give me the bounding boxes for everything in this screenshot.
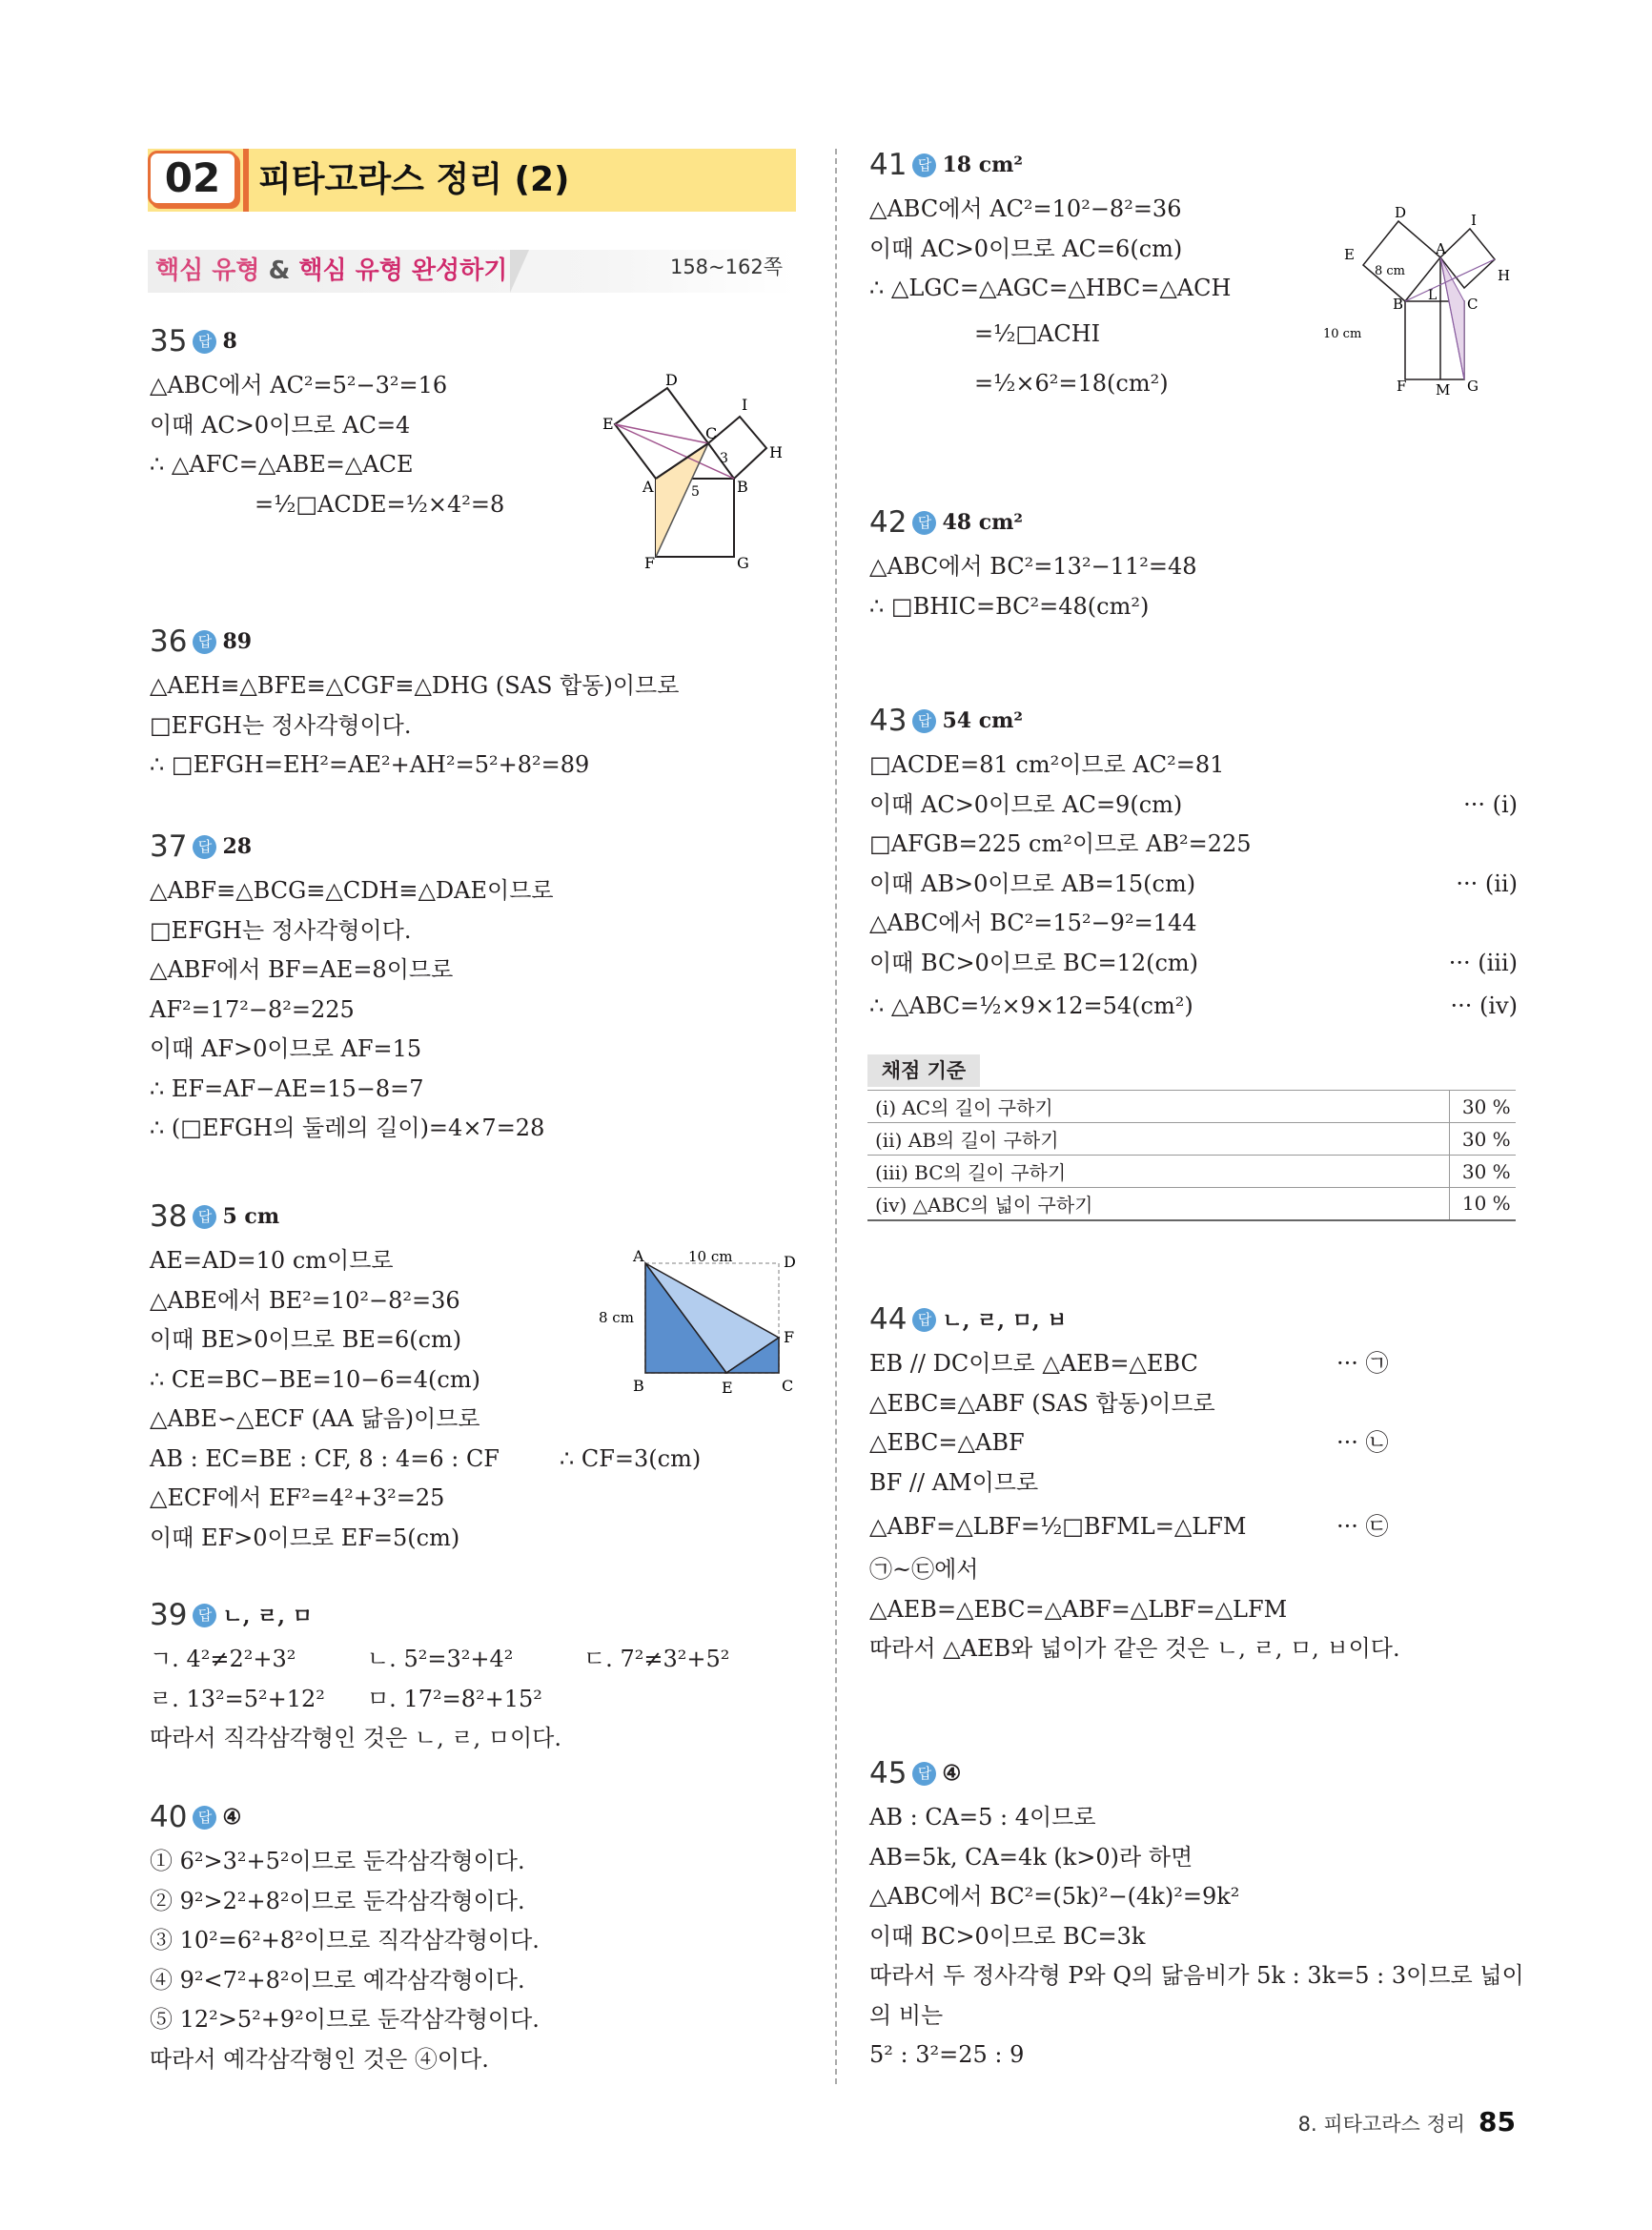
line: △ABF에서 BF=AE=8이므로 [150, 956, 454, 983]
label-e: E [1344, 246, 1355, 263]
answer-icon: 답 [912, 1762, 936, 1786]
sub-header [148, 250, 796, 293]
label-8cm: 8 cm [599, 1309, 634, 1326]
question-36 [150, 624, 817, 786]
label-b: B [633, 1377, 644, 1395]
label-c: C [705, 424, 718, 442]
label-e: E [722, 1379, 733, 1397]
line: △ABC에서 BC²=(5k)²−(4k)²=9k² [869, 1883, 1240, 1910]
percent: 30 % [1449, 1091, 1516, 1123]
line: □EFGH는 정사각형이다. [150, 916, 412, 944]
question-40 [150, 1800, 817, 2079]
line: △ECF에서 EF²=4²+3²=25 [150, 1484, 445, 1511]
line: ∴ CE=BC−BE=10−6=4(cm) [150, 1365, 480, 1393]
label-b: B [737, 478, 748, 496]
answer: 48 cm² [942, 510, 1024, 535]
question-number: 38 [150, 1199, 188, 1234]
label-a: A [1436, 240, 1446, 257]
line: =½□ACHI [974, 319, 1101, 347]
line: 이때 EF>0이므로 EF=5(cm) [150, 1524, 460, 1551]
line: 따라서 예각삼각형인 것은 ④이다. [150, 2045, 489, 2073]
label-f: F [784, 1328, 795, 1346]
figure-41 [1320, 200, 1525, 400]
line: ② 9²>2²+8²이므로 둔각삼각형이다. [150, 1887, 525, 1914]
line: △ABC에서 BC²=13²−11²=48 [869, 553, 1197, 580]
answer-icon: 답 [193, 630, 216, 654]
line: ∴ □BHIC=BC²=48(cm²) [869, 592, 1150, 620]
label-m: M [1436, 381, 1451, 399]
line: △AEB=△EBC=△ABF=△LBF=△LFM [869, 1595, 1288, 1623]
answer-icon: 답 [193, 835, 216, 859]
line: ⑤ 12²>5²+9²이므로 둔각삼각형이다. [150, 2006, 540, 2033]
line: △ABE에서 BE²=10²−8²=36 [150, 1286, 460, 1314]
step-mark: ··· (ⅱ) [1456, 869, 1518, 897]
answer: 28 [222, 834, 253, 859]
step-mark: ··· ㉡ [1336, 1429, 1389, 1456]
answer: 89 [222, 629, 253, 654]
answer-icon: 답 [912, 511, 936, 535]
answer-icon: 답 [912, 1308, 936, 1332]
line: 따라서 △AEB와 넓이가 같은 것은 ㄴ, ㄹ, ㅁ, ㅂ이다. [869, 1635, 1400, 1662]
criterion: (ⅰ) AC의 길이 구하기 [867, 1091, 1449, 1123]
step-mark: ··· ㉢ [1336, 1513, 1389, 1540]
line: 이때 BE>0이므로 BE=6(cm) [150, 1326, 462, 1353]
label-i: I [742, 396, 748, 414]
percent: 10 % [1449, 1188, 1516, 1220]
label-c: C [1467, 296, 1479, 313]
sub-tab [510, 250, 529, 293]
line: ∴ (□EFGH의 둘레의 길이)=4×7=28 [150, 1115, 545, 1141]
line: ㄷ. 7²≠3²+5² [583, 1646, 730, 1672]
line: =½□ACDE=½×4²=8 [255, 490, 505, 518]
line: ㄴ. 5²=3²+4² [367, 1646, 514, 1672]
sub-label-a: 핵심 유형 [155, 256, 260, 285]
line: 따라서 직각삼각형인 것은 ㄴ, ㄹ, ㅁ이다. [150, 1725, 561, 1751]
question-number: 41 [869, 148, 908, 182]
header-bar [243, 149, 249, 212]
section-title: 피타고라스 정리 (2) [258, 160, 570, 199]
line: △ABF=△LBF=½□BFML=△LFM [869, 1513, 1247, 1540]
line: ㄹ. 13²=5²+12² [150, 1685, 325, 1712]
line: ㉠~㉢에서 [869, 1556, 979, 1583]
page-number: 85 [1479, 2106, 1516, 2138]
label-3: 3 [720, 451, 728, 466]
line: AB : EC=BE : CF, 8 : 4=6 : CF [150, 1444, 500, 1472]
question-number: 40 [150, 1800, 188, 1834]
line: ㅁ. 17²=8²+15² [367, 1685, 542, 1712]
line: △AEH≡△BFE≡△CGF≡△DHG (SAS 합동)이므로 [150, 672, 680, 699]
line: ∴ □EFGH=EH²=AE²+AH²=5²+8²=89 [150, 751, 590, 778]
label-10cm: 10 cm [688, 1248, 733, 1265]
label-l: L [1428, 288, 1438, 303]
label-h: H [1498, 267, 1511, 284]
question-number: 37 [150, 829, 188, 864]
line: △ABC에서 AC²=10²−8²=36 [869, 195, 1182, 222]
percent: 30 % [1449, 1156, 1516, 1188]
figure-35 [601, 372, 801, 572]
column-divider [835, 149, 837, 2084]
line: △ABE∽△ECF (AA 닮음)이므로 [150, 1405, 480, 1432]
answer: 54 cm² [942, 708, 1024, 733]
line: 의 비는 [869, 2001, 944, 2029]
question-39 [150, 1598, 817, 1759]
line: AB=5k, CA=4k (k>0)라 하면 [869, 1843, 1193, 1871]
label-a: A [642, 478, 654, 496]
table-row [867, 1188, 1516, 1220]
line: ∴ △ABC=½×9×12=54(cm²) [869, 992, 1193, 1019]
answer-icon: 답 [193, 330, 216, 354]
question-number: 42 [869, 505, 908, 540]
step-mark: ··· ㉠ [1336, 1350, 1389, 1377]
line: △EBC≡△ABF (SAS 합동)이므로 [869, 1389, 1215, 1417]
question-43 [869, 704, 1518, 1029]
percent: 30 % [1449, 1123, 1516, 1156]
question-42 [869, 505, 1518, 626]
criterion: (ⅲ) BC의 길이 구하기 [867, 1156, 1449, 1188]
question-number: 36 [150, 624, 188, 659]
answer: ㄴ, ㄹ, ㅁ [222, 1604, 313, 1629]
line: △ABC에서 BC²=15²−9²=144 [869, 910, 1197, 936]
step-mark: ··· (ⅰ) [1463, 790, 1518, 818]
label-i: I [1471, 212, 1477, 229]
line: ③ 10²=6²+8²이므로 직각삼각형이다. [150, 1927, 540, 1954]
label-a: A [633, 1247, 644, 1265]
label-5: 5 [691, 484, 700, 500]
line: ∴ △LGC=△AGC=△HBC=△ACH [869, 275, 1232, 301]
question-37 [150, 829, 817, 1149]
answer: 5 cm [222, 1204, 280, 1229]
answer-icon: 답 [193, 1806, 216, 1830]
question-number: 45 [869, 1756, 908, 1790]
figure-38 [593, 1244, 803, 1397]
answer-icon: 답 [193, 1604, 216, 1627]
criterion: (ⅱ) AB의 길이 구하기 [867, 1123, 1449, 1156]
line: AE=AD=10 cm이므로 [150, 1247, 394, 1274]
answer: 18 cm² [942, 153, 1024, 177]
label-8cm: 8 cm [1375, 264, 1406, 278]
line: □AFGB=225 cm²이므로 AB²=225 [869, 830, 1252, 857]
table-row [867, 1123, 1516, 1156]
line: 이때 BC>0이므로 BC=3k [869, 1922, 1146, 1950]
label-e: E [602, 415, 614, 433]
grading-title: 채점 기준 [867, 1054, 980, 1087]
label-d: D [1395, 204, 1407, 221]
line: AB : CA=5 : 4이므로 [869, 1804, 1096, 1831]
answer-icon: 답 [912, 709, 936, 733]
answer-icon: 답 [193, 1205, 216, 1229]
line: ∴ EF=AF−AE=15−8=7 [150, 1074, 424, 1102]
label-h: H [769, 443, 783, 461]
line: 이때 AF>0이므로 AF=15 [150, 1035, 422, 1062]
label-c: C [782, 1377, 794, 1395]
answer: ④ [222, 1805, 242, 1830]
line: ④ 9²<7²+8²이므로 예각삼각형이다. [150, 1966, 525, 1994]
label-d: D [665, 372, 678, 389]
line: 이때 AC>0이므로 AC=6(cm) [869, 235, 1183, 262]
line: AF²=17²−8²=225 [150, 995, 355, 1023]
line: =½×6²=18(cm²) [974, 369, 1169, 397]
section-header [148, 149, 796, 212]
sub-label-b: 핵심 유형 완성하기 [298, 256, 508, 285]
line: 이때 BC>0이므로 BC=12(cm) [869, 949, 1199, 976]
line: 이때 AC>0이므로 AC=4 [150, 411, 411, 439]
label-g: G [737, 554, 749, 572]
answer-icon: 답 [912, 153, 936, 177]
sub-amp: & [268, 256, 291, 285]
label-d: D [784, 1253, 796, 1271]
grading-table [867, 1090, 1516, 1221]
table-row [867, 1091, 1516, 1123]
line: □EFGH는 정사각형이다. [150, 711, 412, 739]
criterion: (ⅳ) △ABC의 넓이 구하기 [867, 1188, 1449, 1220]
line-right: ∴ CF=3(cm) [560, 1444, 702, 1472]
label-f: F [644, 554, 656, 572]
answer: 8 [222, 329, 237, 354]
table-row [867, 1156, 1516, 1188]
line: 이때 AB>0이므로 AB=15(cm) [869, 869, 1196, 897]
line: 이때 AC>0이므로 AC=9(cm) [869, 790, 1183, 818]
line-ec [615, 424, 708, 443]
line: ∴ △AFC=△ABE=△ACE [150, 451, 414, 478]
line: EB // DC이므로 △AEB=△EBC [869, 1350, 1198, 1377]
question-number: 43 [869, 704, 908, 738]
question-number: 39 [150, 1598, 188, 1632]
page-footer [1298, 2106, 1516, 2138]
line: ① 6²>3²+5²이므로 둔각삼각형이다. [150, 1848, 525, 1874]
label-g: G [1467, 378, 1479, 395]
line: BF // AM이므로 [869, 1468, 1039, 1496]
label-f: F [1397, 378, 1407, 395]
line: 따라서 두 정사각형 P와 Q의 닮음비가 5k : 3k=5 : 3이므로 넓이 [869, 1962, 1524, 1989]
label-10cm: 10 cm [1323, 327, 1362, 341]
line: □ACDE=81 cm²이므로 AC²=81 [869, 751, 1225, 778]
question-44 [869, 1302, 1518, 1669]
question-number: 35 [150, 324, 188, 358]
line: △ABC에서 AC²=5²−3²=16 [150, 372, 448, 399]
answer: ㄴ, ㄹ, ㅁ, ㅂ [942, 1308, 1068, 1334]
line: 5² : 3²=25 : 9 [869, 2041, 1025, 2068]
answer: ④ [942, 1761, 962, 1786]
label-b: B [1393, 296, 1404, 313]
page-range: 158~162쪽 [669, 256, 783, 278]
section-number: 02 [148, 151, 237, 206]
step-mark: ··· (ⅲ) [1448, 949, 1518, 976]
line: △EBC=△ABF [869, 1429, 1025, 1456]
chapter-title: 8. 피타고라스 정리 [1297, 2113, 1466, 2136]
line: ㄱ. 4²≠2²+3² [150, 1646, 296, 1672]
step-mark: ··· (ⅳ) [1450, 992, 1518, 1019]
question-45 [869, 1756, 1524, 2076]
line: △ABF≡△BCG≡△CDH≡△DAE이므로 [150, 877, 554, 904]
question-number: 44 [869, 1302, 908, 1337]
